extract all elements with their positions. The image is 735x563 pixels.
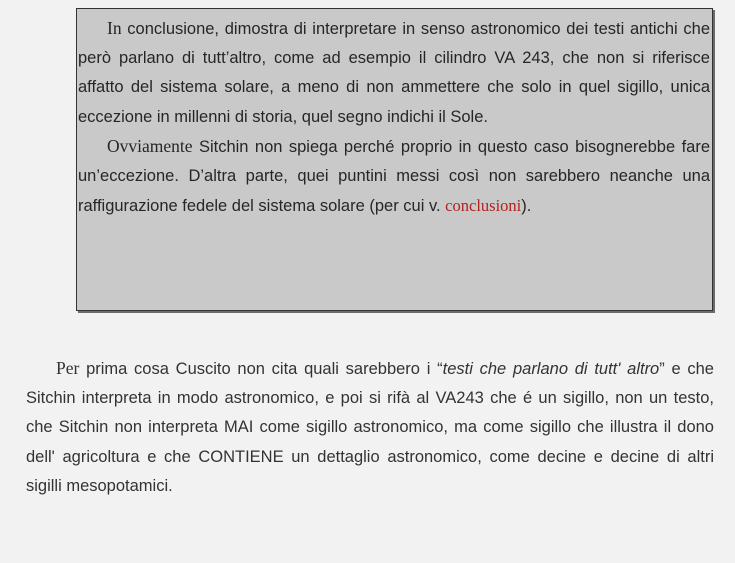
quote-paragraph-2-lead: Ovviamente <box>107 135 193 156</box>
quote-paragraph-1-lead: In <box>107 18 122 38</box>
commentary-lead: Per <box>56 358 80 378</box>
quote-paragraph-2-tail: ). <box>521 197 532 216</box>
commentary-paragraph <box>26 354 714 501</box>
commentary-quoted-phrase: testi che parlano di tutt' altro <box>442 360 660 378</box>
quote-box <box>76 8 713 311</box>
quote-paragraph-1-text: conclusione, dimostra di interpretare in senso astronomico dei testi antichi che però parlano di tutt’altro, come ad esempio il cilindro VA 243, che non si riferisce affatto del sistema solare, a meno di non ammettere che solo in quel sigillo, unica eccezione in millenni di storia, quel segno indichi il Sole. <box>78 20 710 126</box>
quote-paragraph-1 <box>78 14 710 132</box>
quote-paragraph-2 <box>78 132 710 222</box>
quote-paragraph-2-text: Sitchin non spiega perché proprio in questo caso bisognerebbe fare un’eccezione. D’altra parte, quei puntini messi così non sarebbero neanche una raffigurazione fedele del sistema solare (per cui v. <box>78 137 710 216</box>
commentary-text-2: ” e che Sitchin interpreta in modo astronomico, e poi si rifà al VA243 che é un sigillo, non un testo, che Sitchin non interpreta MAI come sigillo astronomico, ma come sigillo che illustra il dono dell' agricoltura e che CONTIENE un dettaglio astronomico, come decine e decine di altri sigilli mesopotamici. <box>26 360 714 495</box>
conclusioni-link[interactable]: conclusioni <box>445 196 522 216</box>
commentary-text-1: prima cosa Cuscito non cita quali sarebbero i “ <box>79 360 443 378</box>
